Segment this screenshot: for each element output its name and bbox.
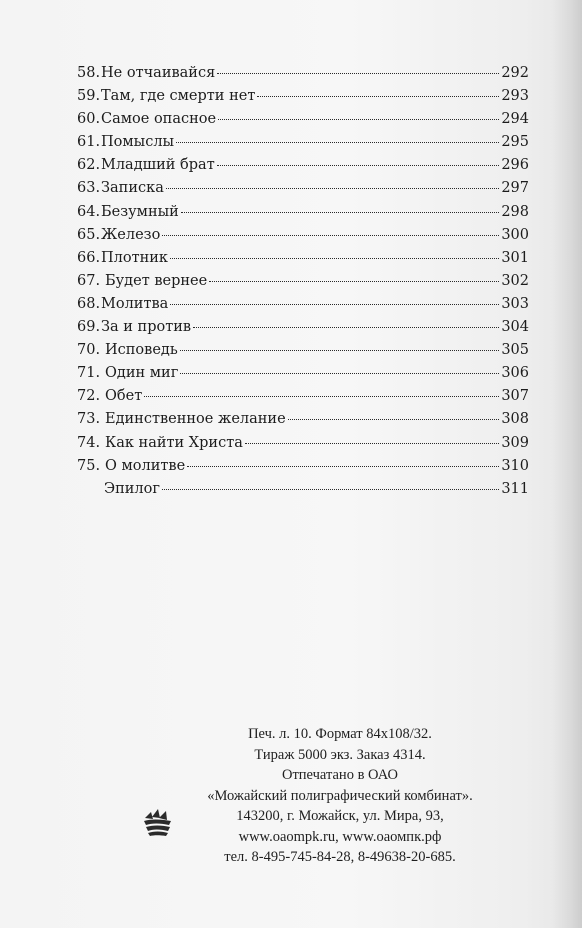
toc-entry-number: 75.	[77, 457, 101, 474]
toc-dot-leader	[245, 443, 499, 444]
toc-dot-leader	[176, 142, 499, 143]
toc-entry-page-number: 307	[501, 388, 529, 405]
toc-entry-number: 71.	[77, 365, 101, 382]
toc-entry	[77, 408, 529, 431]
toc-entry-title: Записка	[101, 180, 164, 197]
toc-dot-leader	[217, 73, 499, 74]
toc-entry-number: 67.	[77, 272, 101, 289]
toc-entry-page-number: 304	[501, 319, 529, 336]
toc-entry-number: 61.	[77, 134, 101, 151]
toc-entry	[77, 85, 529, 108]
imprint-line-address: 143200, г. Можайск, ул. Мира, 93,	[236, 808, 444, 824]
toc-entry-page-number: 294	[501, 111, 529, 128]
toc-entry-title: Там, где смерти нет	[101, 88, 256, 105]
printing-house-crown-logo-icon	[142, 808, 174, 838]
toc-entry-title: Молитва	[101, 295, 169, 312]
toc-entry-number: 70.	[77, 342, 101, 359]
toc-dot-leader	[217, 165, 500, 166]
toc-dot-leader	[170, 258, 499, 259]
toc-entry	[77, 131, 529, 154]
toc-entry	[77, 362, 529, 385]
toc-entry	[77, 224, 529, 247]
toc-entry	[77, 62, 529, 85]
toc-dot-leader	[170, 304, 499, 305]
toc-dot-leader	[193, 327, 499, 328]
toc-entry-title: Безумный	[101, 203, 179, 220]
toc-dot-leader	[187, 466, 499, 467]
toc-entry-title: Не отчаивайся	[101, 65, 216, 81]
toc-entry-title: О молитве	[105, 457, 186, 474]
toc-entry-number: 58.	[77, 65, 101, 81]
toc-entry	[77, 247, 529, 270]
toc-entry-page-number: 292	[501, 65, 529, 81]
toc-dot-leader	[162, 489, 499, 490]
toc-dot-leader	[209, 281, 499, 282]
imprint-line-circulation: Тираж 5000 экз. Заказ 4314.	[254, 746, 426, 763]
imprint-line-phones: тел. 8-495-745-84-28, 8-49638-20-685.	[224, 849, 456, 865]
toc-entry	[77, 385, 529, 408]
toc-entry-page-number: 306	[501, 365, 529, 382]
toc-entry	[77, 455, 529, 478]
toc-entry	[77, 293, 529, 316]
toc-entry	[77, 270, 529, 293]
toc-entry-title: Эпилог	[104, 480, 160, 497]
toc-entry-number: 63.	[77, 180, 101, 197]
toc-entry-number: 65.	[77, 226, 101, 243]
toc-entry-number: 68.	[77, 295, 101, 312]
toc-entry-page-number: 300	[501, 226, 529, 243]
toc-entry	[77, 154, 529, 177]
toc-entry-title: Плотник	[101, 249, 168, 266]
imprint-line-printed-by: Отпечатано в ОАО	[281, 767, 399, 783]
toc-entry-page-number: 309	[501, 434, 529, 451]
toc-entry	[77, 201, 529, 224]
toc-dot-leader	[181, 212, 499, 213]
toc-entry-page-number: 297	[501, 180, 529, 197]
toc-entry	[77, 316, 529, 339]
toc-entry-title: Один миг	[105, 365, 179, 382]
toc-entry	[77, 339, 529, 362]
toc-entry-title: Обет	[105, 388, 143, 405]
toc-dot-leader	[288, 419, 500, 420]
toc-dot-leader	[257, 96, 499, 97]
toc-entry-page-number: 293	[501, 88, 529, 105]
toc-entry-number: 72.	[77, 388, 101, 405]
toc-entry-number: 73.	[77, 411, 101, 428]
toc-entry-title: Помыслы	[101, 134, 175, 151]
toc-entry-page-number: 296	[501, 157, 529, 174]
toc-entry-page-number: 311	[501, 480, 529, 497]
imprint-line-format: Печ. л. 10. Формат 84х108/32.	[248, 726, 432, 742]
toc-entry-page-number: 295	[501, 134, 529, 151]
toc-dot-leader	[162, 235, 499, 236]
toc-entry-number: 62.	[77, 157, 101, 174]
toc-entry-page-number: 303	[501, 295, 529, 312]
toc-entry-title: Железо	[101, 226, 161, 243]
toc-dot-leader	[180, 373, 499, 374]
toc-entry-number: 59.	[77, 88, 101, 105]
toc-entry-title: Младший брат	[101, 157, 215, 174]
toc-entry-number: 60.	[77, 111, 101, 128]
toc-entry-page-number: 298	[501, 203, 529, 220]
toc-entry-number: 69.	[77, 319, 101, 336]
toc-entry-page-number: 305	[501, 342, 529, 359]
toc-entry-title: Как найти Христа	[105, 434, 243, 451]
toc-entry	[77, 432, 529, 455]
toc-entry	[77, 478, 529, 501]
toc-entry-title: Будет вернее	[105, 272, 208, 289]
toc-entry-title: Единственное желание	[105, 411, 286, 428]
toc-entry-number: 74.	[77, 434, 101, 451]
toc-entry	[77, 108, 529, 131]
table-of-contents	[77, 62, 529, 501]
toc-dot-leader	[166, 188, 499, 189]
page-gutter-shadow	[552, 0, 582, 928]
toc-entry-page-number: 308	[501, 411, 529, 428]
imprint-block	[190, 724, 490, 868]
toc-entry-title: Исповедь	[105, 342, 178, 359]
toc-dot-leader	[144, 396, 499, 397]
toc-entry-number: 66.	[77, 249, 101, 266]
imprint-line-printer-name: «Можайский полиграфический комбинат».	[207, 787, 473, 804]
toc-entry-page-number: 301	[501, 249, 529, 266]
imprint-line-websites: www.oaompk.ru, www.оаомпк.рф	[238, 828, 442, 845]
toc-entry-page-number: 302	[501, 272, 529, 289]
toc-dot-leader	[180, 350, 500, 351]
toc-entry-number: 64.	[77, 203, 101, 220]
toc-dot-leader	[218, 119, 499, 120]
toc-entry-page-number: 310	[501, 457, 529, 474]
toc-entry-title: Самое опасное	[101, 111, 217, 128]
toc-entry-title: За и против	[101, 319, 192, 336]
toc-entry	[77, 177, 529, 200]
